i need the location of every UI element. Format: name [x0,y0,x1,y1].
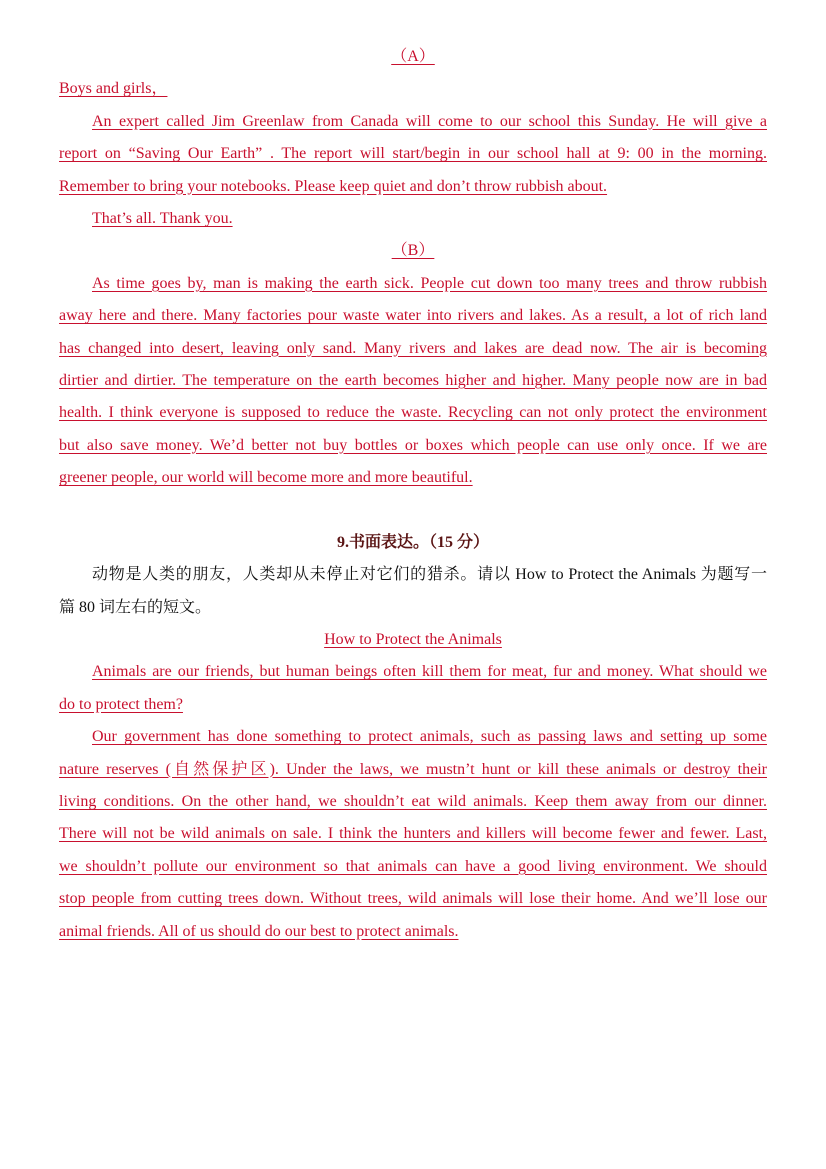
section-b-line: health. I think everyone is supposed to reduce the waste. Recycling can not only protect the environment [59,404,767,422]
section-a-title: （A） [391,48,435,65]
essay-line: Our government has done something to protect animals, such as passing laws and setting up some [92,728,767,746]
essay-line: Animals are our friends, but human beings often kill them for meat, fur and money. What should we [92,663,767,681]
essay-title: How to Protect the Animals [324,631,502,649]
essay-line: There will not be wild animals on sale. I think the hunters and killers will become fewer and fewer. Last, [59,825,767,843]
essay-line: stop people from cutting trees down. Without trees, wild animals will lose their home. And we’ll lose our [59,890,767,908]
essay-line: we shouldn’t pollute our environment so that animals can have a good living environment. We should [59,857,767,875]
essay-line: do to protect them? [59,695,183,713]
section-a-line: An expert called Jim Greenlaw from Canada will come to our school this Sunday. He will give a [92,112,767,130]
section-b-line: has changed into desert, leaving only sand. Many rivers and lakes are dead now. The air is becoming [59,339,767,357]
section-b-line: dirtier and dirtier. The temperature on the earth becomes higher and higher. Many people now are in bad [59,371,767,389]
document-page [59,41,767,948]
section-b-line: As time goes by, man is making the earth sick. People cut down too many trees and throw rubbish [92,274,767,292]
section-a-line: Remember to bring your notebooks. Please keep quiet and don’t throw rubbish about. [59,177,608,195]
question-9-instructions: 动物是人类的朋友，人类却从未停止对它们的猎杀。请以 How to Protect the Animals 为题写一 [92,566,767,584]
section-b-line: but also save money. We’d better not buy bottles or boxes which people can use only once. If we are [59,436,767,454]
section-a-line: report on “Saving Our Earth” . The report will start/begin in our school hall at 9: 00 in the morning. [59,145,767,163]
essay-line: living conditions. On the other hand, we shouldn’t eat wild animals. Keep them away from our dinner. [59,792,767,810]
section-b-title: （B） [391,242,435,260]
question-9-heading: 9.书面表达。（15 分） [336,533,489,551]
section-b-line: greener people, our world will become more and more beautiful. [59,469,473,487]
section-a-greeting: Boys and girls， [59,80,168,98]
section-b-line: away here and there. Many factories pour waste water into rivers and lakes. As a result, a lot of rich land [59,307,767,325]
section-a-closing: That’s all. Thank you. [92,209,233,227]
essay-line: animal friends. All of us should do our best to protect animals. [59,922,459,940]
essay-line: nature reserves (自然保护区). Under the laws, we mustn’t hunt or kill these animals or destroy their [59,760,767,778]
question-9-instructions: 篇 80 词左右的短文。 [59,598,212,616]
